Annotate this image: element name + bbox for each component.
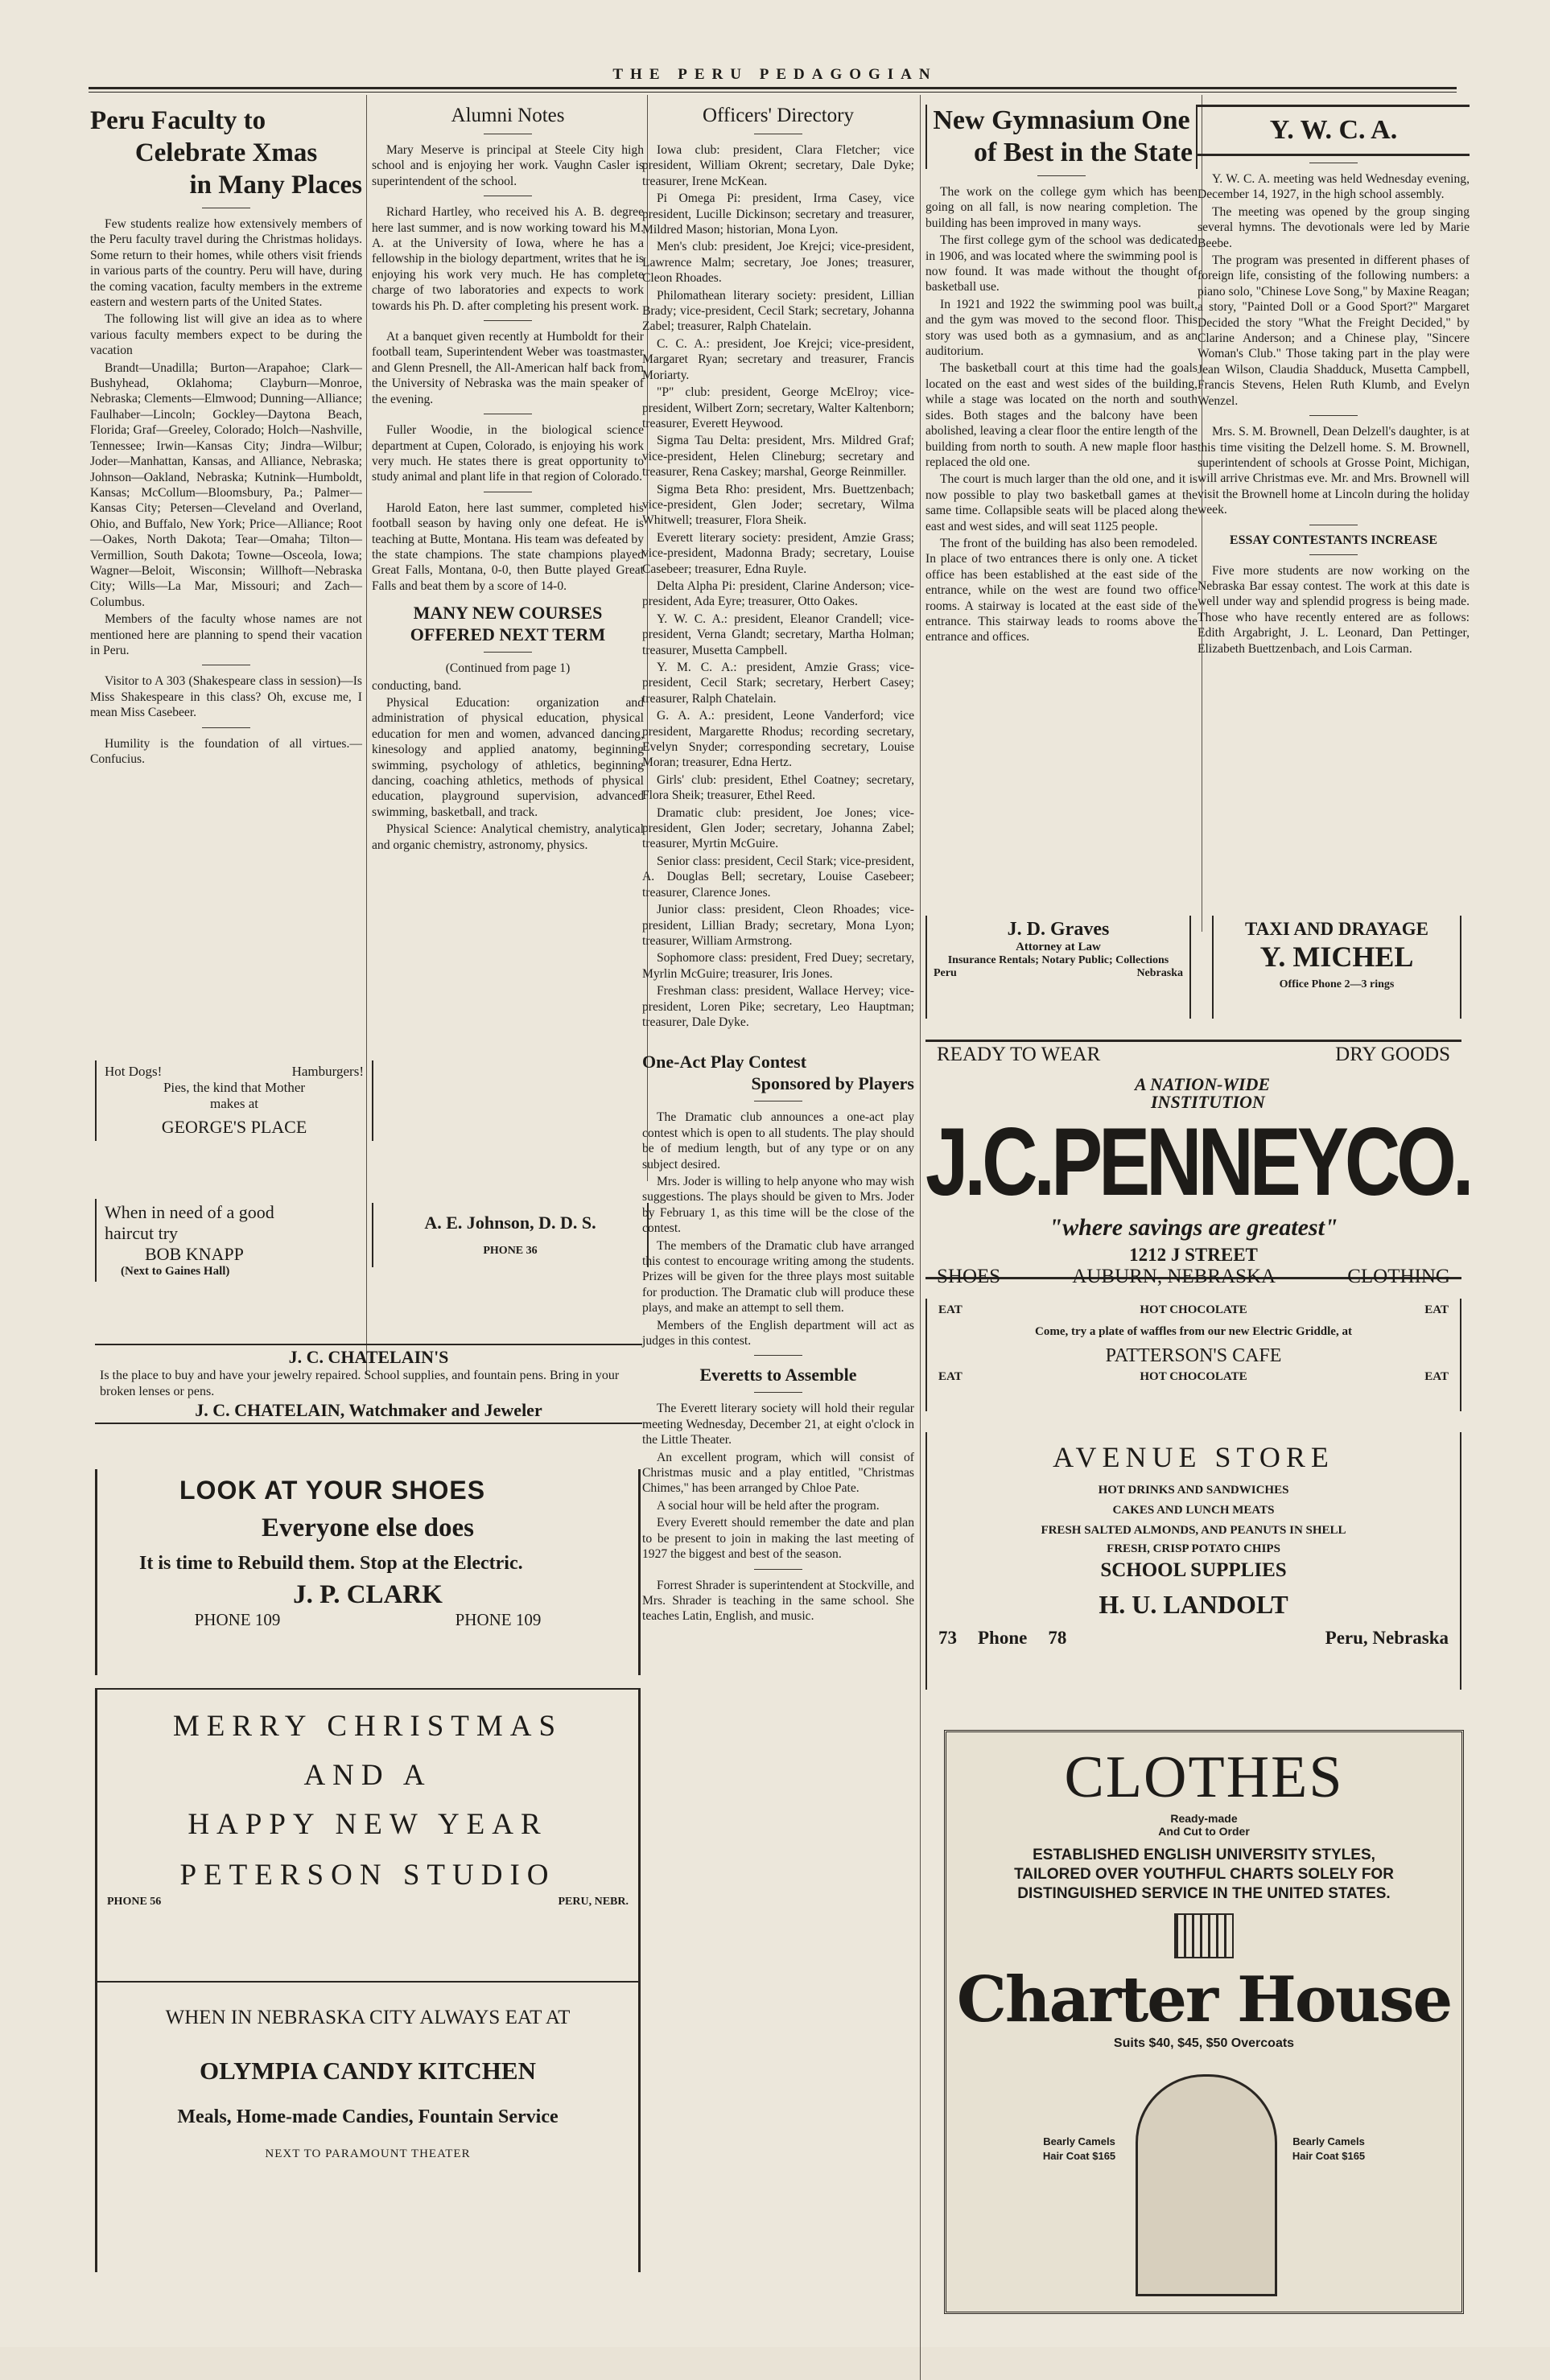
paragraph: The program was presented in different phases of foreign life, consisting of the following numbers: a piano solo, "Chinese Love Song," by Maxine Reagan; a story, "Painted Doll or a Good Sport?" Margaret Decided the story "What the Freight Decided," by Clarine Anderson; and a Chinese play, "Sincere Woman's Club." Those taking part in the play were Jean Wilson, Claudia Shadduck, Musetta Campbell, Francis Stevens, Helen Ruth Klumb, and Evelyn Wenzel. xyxy=(1198,253,1470,408)
filler-paragraph: Visitor to A 303 (Shakespeare class in session)—Is Miss Shakespeare in this class? Oh, excuse me, I mean Miss Casebeer. xyxy=(90,674,362,720)
ad-title: HAPPY NEW YEAR xyxy=(188,1808,548,1841)
knapp-ad xyxy=(95,1199,354,1282)
ad-text: FRESH, CRISP POTATO CHIPS xyxy=(1107,1542,1280,1555)
ad-text: Nebraska xyxy=(1136,967,1183,979)
ad-text: PERU, NEBR. xyxy=(558,1896,629,1908)
essay-headline: ESSAY CONTESTANTS INCREASE xyxy=(1229,533,1438,547)
headline-line: Celebrate Xmas xyxy=(134,138,318,167)
paragraph: Few students realize how extensively members of the Peru faculty travel during the Christmas holidays. Some return to their homes, while others visit friends in various parts of the country. Peru will have, during the coming vacation, faculty members in the extreme eastern and western parts of the United States. xyxy=(90,217,362,310)
officer-entry: Delta Alpha Pi: president, Clarine Anderson; vice-president, Ada Eyre; treasurer, Otto Oakes. xyxy=(642,579,914,609)
column-divider xyxy=(366,95,367,1374)
paragraph: Members of the English department will act as judges in this contest. xyxy=(642,1318,914,1349)
ad-text: Bearly Camels Hair Coat $165 xyxy=(1292,2135,1366,2162)
headline-line: MANY NEW COURSES xyxy=(413,603,603,624)
everetts-headline: Everetts to Assemble xyxy=(699,1365,857,1386)
paragraph: Mrs. S. M. Brownell, Dean Delzell's daughter, is at this time visiting the Delzell home. S. M. Brownell, superintendent of schools at Grosse Point, Michigan, will arrive Christmas eve. Mr. and Mrs. Brownell will visit the Brownell home at Lincoln during the holiday week. xyxy=(1198,425,1470,517)
ad-text: Pies, the kind that Mother xyxy=(163,1080,306,1095)
paragraph: The work on the college gym which has been going on all fall, is now nearing completion. The building has been improved in many ways. xyxy=(925,185,1198,230)
ad-text: FRESH SALTED ALMONDS, AND PEANUTS IN SHELL xyxy=(1041,1524,1346,1537)
rule xyxy=(754,1355,802,1356)
ad-text: CAKES AND LUNCH MEATS xyxy=(1112,1504,1275,1517)
ad-text: PHONE 36 xyxy=(483,1245,538,1257)
ad-text: READY TO WEAR xyxy=(937,1044,1101,1065)
ad-text: AUBURN, NEBRASKA xyxy=(1072,1266,1276,1287)
paragraph: Richard Hartley, who received his A. B. degree here last summer, and is now working toward his M. A. at the University of Iowa, where he has a fellowship in the biology department, writes that he is enjoying his work very much. He has complete charge of two laboratories and expects to work towards his Ph. D. after completing his present work. xyxy=(372,205,644,313)
headline-line: OFFERED NEXT TERM xyxy=(410,624,606,645)
ad-text: EAT xyxy=(938,1370,963,1383)
paragraph: Forrest Shrader is superintendent at Stockville, and Mrs. Shrader is teaching in the same school. She teaches Latin, English, and music. xyxy=(642,1578,914,1624)
headline-line: New Gymnasium One xyxy=(933,105,1190,135)
penney-address: 1212 J STREET xyxy=(1129,1245,1258,1265)
paragraph: The following list will give an idea as to where various faculty members expect to be during the vacation xyxy=(90,312,362,358)
headline-line: Peru Faculty to xyxy=(90,106,266,135)
ad-text: SHOES xyxy=(937,1266,1001,1287)
ad-text: EAT xyxy=(1424,1370,1449,1383)
officer-entry: Pi Omega Pi: president, Irma Casey, vice president, Lucille Dickinson; secretary and treasurer, Mildred Mason; historian, Mona Lyon. xyxy=(642,191,914,237)
ad-title: PATTERSON'S CAFE xyxy=(1105,1345,1282,1366)
ad-title: LOOK AT YOUR SHOES xyxy=(179,1476,486,1505)
column-3 xyxy=(642,95,914,1626)
ad-text: HOT CHOCOLATE xyxy=(1140,1370,1247,1383)
paragraph: In 1921 and 1922 the swimming pool was built, and the gym was moved to the second floor. This story was used both as a gymnasium, and as an auditorium. xyxy=(925,297,1198,359)
ad-text: Hamburgers! xyxy=(291,1064,364,1079)
ad-title: H. U. LANDOLT xyxy=(1099,1590,1288,1619)
ad-text: (Next to Gaines Hall) xyxy=(121,1265,230,1278)
avenue-ad xyxy=(925,1432,1461,1690)
ad-text: Office Phone 2—3 rings xyxy=(1279,978,1395,990)
column-2 xyxy=(372,95,644,854)
paragraph: The Dramatic club announces a one-act play contest which is open to all students. The play should be of medium length, but of any type or on any subject desired. xyxy=(642,1110,914,1171)
rule xyxy=(484,320,532,321)
patterson-ad xyxy=(925,1299,1461,1411)
paragraph: Five more students are now working on the Nebraska Bar essay contest. The work at this date is well under way and splendid progress is being made. Those who have recently entered are as follows: Edith Argabright, J. L. Leonard, Dan Pettinger, Elizabeth Buettzenbach, and Lois Carman. xyxy=(1198,563,1470,656)
column-4 xyxy=(925,95,1198,647)
officer-entry: Junior class: president, Cleon Rhoades; vice-president, Lillian Brady; secretary, Mona Lyon; treasurer, William Armstrong. xyxy=(642,903,914,948)
xmas-headline xyxy=(90,105,362,201)
doorway-figure xyxy=(1136,2074,1277,2296)
column-1 xyxy=(90,95,362,768)
ad-title: J. C. CHATELAIN, Watchmaker and Jeweler xyxy=(195,1400,542,1420)
oneact-headline xyxy=(642,1051,914,1094)
george-ad xyxy=(95,1060,373,1141)
ad-text: HOT CHOCOLATE xyxy=(1140,1303,1247,1316)
ad-row xyxy=(925,1266,1461,1288)
paragraph: Mrs. Joder is willing to help anyone who may wish suggestions. The plays should be given to Mrs. Joder by February 1, as this time will be the close of the contest. xyxy=(642,1174,914,1236)
paragraph: The front of the building has also been remodeled. In place of two entrances there is only one. A ticket office has been established at the east side of the entrance, while on the west are found two office rooms. A stairway is located at the east side of the entrance. This stairway leads to rooms above the entrance and offices. xyxy=(925,536,1198,644)
paragraph: The Everett literary society will hold their regular meeting Wednesday, December 21, at eight o'clock in the Little Theater. xyxy=(642,1402,914,1447)
ad-title: OLYMPIA CANDY KITCHEN xyxy=(200,2057,536,2085)
paragraph: Fuller Woodie, in the biological science department at Cupen, Colorado, is enjoying his work very much. He states there is great opportunity to study animal and plant life in that region of Colorado. xyxy=(372,423,644,484)
ad-title: TAXI AND DRAYAGE xyxy=(1245,919,1428,939)
rule xyxy=(754,1569,802,1570)
paragraph: Brandt—Unadilla; Burton—Arapahoe; Clark—Bushyhead, Oklahoma; Clayburn—Monroe, Nebraska; Clements—Elmwood; Dunning—Alliance; Faulhaber—Lincoln; Gockley—Daytona Beach, Florida; Graf—Greeley, Colorado; Holch—Nashville, Tennessee; Irwin—Kansas City; Jindra—Wilbur; Joder—Manhattan, Kansas, and Alliance, Nebraska; Johnson—Oakland, Nebraska; Kutnink—Humboldt, Kansas; McCollum—Bloomsbury, Pa.; Palmer—Kansas City; Petersen—Cleveland and Overland, Ohio, and Buffalo, New York; Price—Alliance; Root—Oakes, North Dakota; Tear—Omaha; Tilton—Vermillion, South Dakota; Towne—Osceola, Iowa; Wagner—Beloit, Wisconsin; Willhoft—Nebraska City; Wills—La Mar, Missouri; and Zach—Columbus. xyxy=(90,360,362,609)
ad-text: Everyone else does xyxy=(262,1513,474,1542)
ad-title: J. P. CLARK xyxy=(293,1580,443,1609)
ad-title: PETERSON STUDIO xyxy=(179,1859,556,1892)
officer-entry: Freshman class: president, Wallace Hervey; vice-president, Loren Pike; secretary, Leo Hauptman; treasurer, Dale Dyke. xyxy=(642,984,914,1029)
rule xyxy=(754,1392,802,1393)
officer-entry: C. C. A.: president, Joe Krejci; vice-president, Margaret Ryan; secretary and treasurer, Francis Moriarty. xyxy=(642,336,914,382)
officer-entry: Girls' club: president, Ethel Coatney; secretary, Flora Sheik; treasurer, Ethel Reed. xyxy=(642,772,914,803)
paragraph: A social hour will be held after the program. xyxy=(657,1498,880,1513)
ad-text: CLOTHING xyxy=(1347,1266,1450,1287)
paragraph: Physical Education: organization and administration of physical education, physical education for men and women, advanced dancing, kinesology and applied anatomy, beginning swimming, psychology of athletics, beginning dancing, coaching athletics, methods of physical education, playground supervision, advanced swimming, basketball, and track. xyxy=(372,695,644,819)
officer-entry: Senior class: president, Cecil Stark; vice-president, A. Douglas Bell; secretary, Louise Casebeer; treasurer, Clarence Jones. xyxy=(642,854,914,900)
officer-entry: Sophomore class: president, Fred Duey; secretary, Myrlin McGuire; treasurer, Iris Jones. xyxy=(642,951,914,981)
paragraph: The members of the Dramatic club have arranged this contest to encourage writing among the students. Prizes will be given for the three plays most suitable for production. The Dramatic club will produce these plays, and make an attempt to sell them. xyxy=(642,1238,914,1316)
ad-row xyxy=(938,1303,1449,1317)
ad-row xyxy=(107,1610,629,1630)
graves-ad xyxy=(925,916,1191,1019)
building-icon xyxy=(1174,1913,1234,1958)
ad-title: AND A xyxy=(303,1759,432,1792)
paragraph: Every Everett should remember the date and plan to be present to join in making the last meeting of 1927 the biggest and best of the season. xyxy=(642,1516,914,1562)
ad-title: J. C. CHATELAIN'S xyxy=(288,1347,449,1367)
ad-text: Is the place to buy and have your jewelry repaired. School supplies, and fountain pens. Bring in your broken lenses or pens. xyxy=(100,1369,620,1398)
clark-ad xyxy=(95,1469,641,1675)
chatelain-ad xyxy=(95,1344,642,1424)
ad-text: 73 xyxy=(938,1628,957,1648)
ad-title: CLOTHES xyxy=(1064,1744,1344,1810)
ad-title: BOB KNAPP xyxy=(145,1244,244,1264)
rule xyxy=(202,727,250,728)
paragraph: The basketball court at this time had the goals located on the east and west sides of the building, while a stage was located on the north and south sides. Both stages and the balcony have been abolished, leaving a clear floor the entire length of the building from north to south. A new maple floor has replaced the old one. xyxy=(925,361,1198,469)
ad-row xyxy=(107,1896,629,1909)
ad-text: ESTABLISHED ENGLISH UNIVERSITY STYLES, TAILORED OVER YOUTHFUL CHARTS SOLELY FOR DISTINGUISHED SERVICE IN THE UNITED STATES. xyxy=(1014,1847,1394,1902)
paragraph: The meeting was opened by the group singing several hymns. The devotionals were led by Marie Beebe. xyxy=(1198,204,1470,250)
rule xyxy=(1309,415,1358,416)
rule xyxy=(1309,554,1358,555)
ad-title: A. E. Johnson, D. D. S. xyxy=(424,1213,596,1233)
officer-entry: Iowa club: president, Clara Fletcher; vice president, William Okrent; secretary, Dale Dyke; treasurer, Irene McKean. xyxy=(642,143,914,188)
paragraph: An excellent program, which will consist of Christmas music and a play entitled, "Christmas Chimes," has been arranged by Chloe Pate. xyxy=(642,1450,914,1496)
ad-text: DRY GOODS xyxy=(1335,1044,1450,1065)
ad-title: MERRY CHRISTMAS xyxy=(172,1710,563,1743)
ad-text: Ready-made xyxy=(1170,1812,1238,1825)
penney-ad xyxy=(925,1040,1470,1287)
ad-text: Insurance Rentals; Notary Public; Collections xyxy=(947,954,1169,966)
ad-text: Come, try a plate of waffles from our new Electric Griddle, at xyxy=(1035,1325,1352,1338)
officer-entry: Y. W. C. A.: president, Eleanor Crandell; vice-president, Verna Glandt; secretary, Martha Holman; treasurer, Musetta Campbell. xyxy=(642,611,914,657)
ad-text: NEXT TO PARAMOUNT THEATER xyxy=(265,2147,471,2160)
paragraph: Harold Eaton, here last summer, completed his football season by having only one defeat. He is teaching at Butte, Montana. His team was defeated by the state champions. The state champions played Great Falls, Montana, 0-0, then Butte played Great Falls and beat them by a score of 14-0. xyxy=(372,500,644,593)
ad-text: Attorney at Law xyxy=(1016,941,1101,953)
ad-text: Hot Dogs! xyxy=(105,1064,163,1079)
officer-entry: Sigma Beta Rho: president, Mrs. Buettzenbach; vice-president, Glen Joder; secretary, Wilma Whitwell; treasurer, Flora Sheik. xyxy=(642,482,914,528)
ad-title: SCHOOL SUPPLIES xyxy=(1100,1559,1287,1581)
peterson-ad xyxy=(95,1688,641,2010)
ad-text: Phone xyxy=(978,1628,1028,1648)
headline-line: One-Act Play Contest xyxy=(642,1052,807,1073)
headline-line: of Best in the State xyxy=(974,138,1193,167)
ad-text: And Cut to Order xyxy=(1158,1825,1250,1838)
column-5 xyxy=(1198,95,1470,658)
ad-text: Bearly Camels Hair Coat $165 xyxy=(1042,2135,1116,2162)
ad-text: 78 xyxy=(1048,1628,1067,1648)
ad-row xyxy=(938,1628,1449,1649)
ad-title: AVENUE STORE xyxy=(1053,1441,1334,1473)
paragraph: The first college gym of the school was dedicated in 1906, and was located where the swimming pool is now found. It was made without the thought of basketball use. xyxy=(925,233,1198,294)
ad-text: It is time to Rebuild them. Stop at the Electric. xyxy=(139,1553,523,1574)
masthead: THE PERU PEDAGOGIAN xyxy=(612,66,938,83)
ad-text: Suits $40, $45, $50 Overcoats xyxy=(1113,2036,1295,2050)
ad-row xyxy=(934,967,1183,980)
ad-row xyxy=(938,1370,1449,1384)
ad-title: J. D. Graves xyxy=(1007,919,1110,940)
charter-house-logo: Charter House xyxy=(956,1963,1452,2036)
paragraph: Mary Meserve is principal at Steele City high school and is enjoying her work. Vaughn Casler is superintendent of the school. xyxy=(372,143,644,188)
alumni-headline: Alumni Notes xyxy=(451,105,565,126)
officer-entry: Dramatic club: president, Joe Jones; vice-president, Glen Joder; secretary, Johanna Zabel; treasurer, Myrtin McGuire. xyxy=(642,805,914,851)
johnson-ad xyxy=(372,1203,649,1267)
paragraph: Members of the faculty whose names are not mentioned here are planning to spend their vacation in Peru. xyxy=(90,612,362,657)
officer-entry: "P" club: president, George McElroy; vice-president, Wilbert Zorn; secretary, Walter Kaltenborn; treasurer, Everett Heywood. xyxy=(642,385,914,430)
ad-row xyxy=(105,1064,364,1080)
ad-text: When in need of a good xyxy=(105,1202,274,1222)
ad-text: A NATION-WIDE xyxy=(1135,1074,1271,1094)
continued-note: (Continued from page 1) xyxy=(445,661,571,676)
masthead-rule xyxy=(89,87,1457,93)
ad-text: PHONE 109 xyxy=(455,1610,542,1629)
ad-title: GEORGE'S PLACE xyxy=(161,1117,307,1137)
charter-house-ad xyxy=(944,1730,1464,2314)
filler-paragraph: Humility is the foundation of all virtues.—Confucius. xyxy=(90,736,362,766)
officer-entry: Philomathean literary society: president, Lillian Brady; vice-president, Cecil Stark; secretary, Johanna Zabel; treasurer, Ralph Chatelain. xyxy=(642,288,914,334)
officers-headline: Officers' Directory xyxy=(703,105,854,126)
ad-text: Peru xyxy=(934,967,957,979)
officers-list xyxy=(642,142,914,1030)
paragraph: Physical Science: Analytical chemistry, analytical and organic chemistry, astronomy, physics. xyxy=(372,822,644,852)
officer-entry: Y. M. C. A.: president, Amzie Grass; vice-president, Cecil Stark; secretary, Herbert Casey; treasurer, Ralph Chatelain. xyxy=(642,661,914,706)
rule xyxy=(1037,175,1086,176)
headline-line: in Many Places xyxy=(189,171,362,200)
ad-title: Y. MICHEL xyxy=(1259,941,1414,973)
column-divider xyxy=(920,95,921,2380)
ad-text: makes at xyxy=(210,1096,258,1111)
ad-text: INSTITUTION xyxy=(1151,1092,1265,1112)
gym-headline xyxy=(925,105,1198,169)
ywca-headline: Y. W. C. A. xyxy=(1198,105,1470,156)
ad-text: EAT xyxy=(938,1303,963,1316)
ad-text: WHEN IN NEBRASKA CITY ALWAYS EAT AT xyxy=(165,2007,571,2028)
rule xyxy=(484,652,532,653)
ad-text: PHONE 109 xyxy=(194,1610,281,1629)
headline-line: Sponsored by Players xyxy=(751,1073,914,1094)
paragraph: conducting, band. xyxy=(372,678,462,693)
officer-entry: Sigma Tau Delta: president, Mrs. Mildred Graf; vice-president, Helen Clineburg; secretary and treasurer, Rena Caskey; marshal, George Reinmiller. xyxy=(642,434,914,480)
officer-entry: Men's club: president, Joe Krejci; vice-president, Lawrence Malm; secretary, Joe Jones; treasurer, Cleon Rhoades. xyxy=(642,240,914,286)
ad-row xyxy=(925,1042,1461,1068)
olympia-ad xyxy=(95,1981,641,2272)
michel-ad xyxy=(1212,916,1461,1019)
ad-text: Meals, Home-made Candies, Fountain Service xyxy=(177,2106,559,2127)
officer-entry: Everett literary society: president, Amzie Grass; vice-president, Madonna Brady; secretary, Louise Casebeer; treasurer, Edna Ruyle. xyxy=(642,530,914,576)
ad-text: Peru, Nebraska xyxy=(1325,1628,1449,1648)
paragraph: The court is much larger than the old one, and it is now possible to play two basketball games at the same time. Collapsible seats will be placed along the east and west sides, and will seat 1125 people. xyxy=(925,472,1198,533)
officer-entry: G. A. A.: president, Leone Vanderford; vice president, Margarette Rhodus; recording secretary, Evelyn Snyder; corresponding secretary, Louise Moran; treasurer, Edna Hertz. xyxy=(642,709,914,770)
ad-text: PHONE 56 xyxy=(107,1896,162,1908)
ad-text: EAT xyxy=(1424,1303,1449,1316)
ad-text: HOT DRINKS AND SANDWICHES xyxy=(1098,1484,1289,1497)
paragraph: Y. W. C. A. meeting was held Wednesday evening, December 14, 1927, in the high school assembly. xyxy=(1198,172,1470,202)
penney-logo: J.C.PENNEYCO. xyxy=(925,1108,1470,1217)
courses-headline xyxy=(372,602,644,645)
penney-tagline: "where savings are greatest" xyxy=(1049,1214,1338,1241)
paragraph: At a banquet given recently at Humboldt for their football team, Superintendent Weber was toastmaster and Glenn Presnell, the All-American half back from the University of Nebraska was the main speaker of the evening. xyxy=(372,330,644,406)
ad-text: haircut try xyxy=(105,1223,179,1243)
